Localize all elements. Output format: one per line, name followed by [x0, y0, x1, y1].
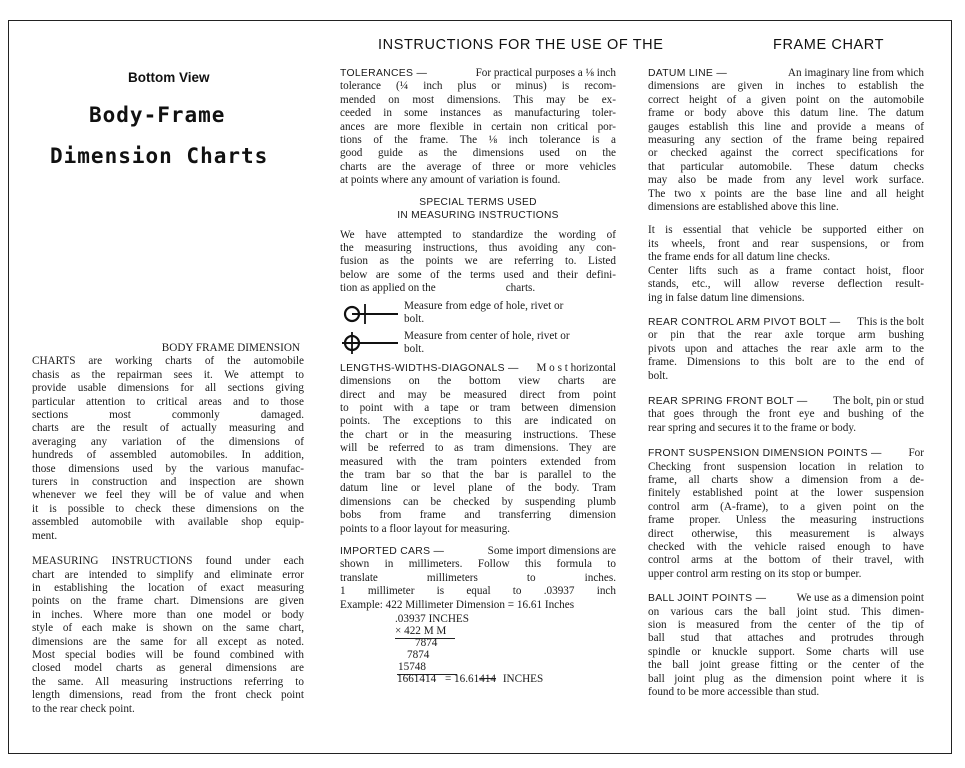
special-line-2: IN MEASURING INSTRUCTIONS — [397, 209, 559, 221]
text-line — [340, 282, 616, 295]
text-line: in establishing the location of exact measuring — [32, 581, 304, 594]
text-line: Example: 422 Millimeter Dimension = 16.61 Inches — [340, 598, 575, 611]
calc-line-3: 7874 — [415, 637, 438, 649]
calc-line-4: 7874 — [407, 649, 430, 661]
text-line: the same. All measuring instructions referring to — [32, 675, 304, 688]
text-line: fusion as the points we are referring to. Listed — [340, 255, 616, 268]
text-line: found to be more accessible than stud. — [648, 686, 820, 699]
text-line: will be referred to as tram dimensions. They are — [340, 442, 616, 455]
text-line: good guide as the dimensions used on the — [340, 147, 616, 160]
text-line: It is essential that vehicle be supported either on — [648, 224, 924, 237]
rear-spring-front-bolt-section — [648, 395, 924, 435]
section-heading: LENGTHS-WIDTHS-DIAGONALS — — [340, 362, 519, 374]
text-line: that goes through the front eye and bushing of the — [648, 408, 924, 421]
text-line: the frame ends for all datum line checks. — [648, 251, 831, 264]
edge-def-line-1: Measure from edge of hole, rivet or — [404, 299, 564, 312]
text-line: chart are intended to simplify and eliminate error — [32, 568, 304, 581]
section-first-line — [648, 395, 924, 408]
text-line: those dimensions used by the various manufac- — [32, 462, 304, 475]
text-line: whenever we feel they will be of value and when — [32, 489, 304, 502]
text-line: direct otherwise, this measurement is always — [648, 527, 924, 540]
text-line: chasis as the repairman sees it. We attempt to — [32, 368, 304, 381]
text-line: For practical purposes a ⅛ inch — [475, 67, 616, 79]
section-heading: IMPORTED CARS — — [340, 545, 445, 557]
section-first-line — [340, 362, 616, 375]
tolerances-section — [340, 67, 616, 188]
text-line: Checking front suspension location in relation to — [648, 460, 924, 473]
text-line: frame or body above this datum line. The datum — [648, 107, 924, 120]
section-first-line — [648, 316, 924, 329]
text-line: it is possible to check these dimensions on the — [32, 502, 304, 515]
text-line: bolt. — [648, 369, 669, 382]
text-line: An imaginary line from which — [787, 67, 924, 79]
text-line: frame, all charts show a dimension from a de- — [648, 473, 924, 486]
center-measure-symbol-icon — [340, 330, 400, 356]
text-line: finitely established point at the lower suspension — [648, 487, 924, 500]
text-line: checked with the vehicle raised enough to have — [648, 541, 924, 553]
text-line: dimensions are established above this line. — [648, 201, 839, 214]
text-line: the measuring instructions, thus avoiding any con- — [340, 242, 616, 255]
text-line: or pin that the rear axle torque arm bushing — [648, 329, 924, 342]
text-line: charts are the average of three or more vehicles — [340, 160, 616, 173]
text-line: shown in millimeters. Follow this formula to — [340, 558, 616, 571]
text-line: CHARTS are working charts of the automobile — [32, 355, 304, 368]
text-line: This is the bolt — [857, 315, 924, 328]
rear-control-arm-section — [648, 316, 924, 383]
text-line: mended on most dimensions. This may be ex- — [340, 93, 616, 106]
datum-line-section — [648, 67, 924, 214]
bottom-view-label: Bottom View — [128, 70, 210, 85]
text-line: stands, etc., will allow reverse deflection result- — [648, 278, 924, 291]
text-line: control arm (A-frame), to a given point on the — [648, 500, 924, 513]
special-terms-heading — [340, 196, 616, 222]
text-line: The two x points are the base line and all height — [648, 187, 924, 200]
text-line: ball joint plug as the dimension point where it is — [648, 672, 924, 685]
text-line: gauges establish this line and provide a means of — [648, 120, 924, 133]
text-line: averaging any variation of the dimensions of — [32, 435, 304, 448]
text-line: on various cars the ball joint stud. This dimen- — [648, 605, 924, 618]
text-line: sion is measured from the center of the tip of — [648, 619, 924, 632]
text-line: ing in false datum line dimensions. — [648, 291, 805, 304]
text-line: dimensions are the same for all except as noted. — [32, 635, 304, 648]
text-line: ball stud that attaches and protrudes through — [648, 632, 924, 645]
text-line: MEASURING INSTRUCTIONS found under each — [32, 555, 304, 568]
section-heading: FRONT SUSPENSION DIMENSION POINTS — — [648, 448, 882, 460]
text-line: charts are the result of actually measuring and — [32, 422, 304, 435]
text-line: rear spring and secures it to the frame or body. — [648, 421, 857, 434]
text-line: The bolt, pin or stud — [832, 394, 924, 407]
text-line: or checked against the correct specifications for — [648, 147, 924, 160]
text-line: points to a floor layout for measuring. — [340, 522, 510, 535]
conversion-calculation — [340, 613, 616, 685]
calc-line-5: 15748 — [398, 661, 426, 673]
text-line: upper control arm resting on its stop or bumper. — [648, 567, 862, 580]
text-line: datum line or level plane of the body. Tram — [340, 482, 616, 495]
text-line: translate millimeters to inches. — [340, 571, 616, 584]
text-line: pivots upon and attaches the rear axle arm to the — [648, 342, 924, 355]
text-line: points on the frame chart. Dimensions are given — [32, 595, 304, 608]
text-line: turers in construction and inspection are shown — [32, 476, 304, 489]
text-line: to the rear check point. — [32, 702, 135, 715]
multiply-sign-icon: × — [395, 625, 402, 637]
left-body-text — [32, 342, 304, 716]
text-line: the ball joint grease fitting or the center of the — [648, 659, 924, 672]
section-heading: TOLERANCES — — [340, 68, 428, 79]
imported-cars-section — [340, 545, 616, 612]
para2 — [32, 555, 304, 716]
text-line: the tram bar so that the bar is parallel to the — [340, 468, 616, 481]
center-def-line-1: Measure from center of hole, rivet or — [404, 329, 570, 342]
header-title-part1: INSTRUCTIONS FOR THE USE OF THE — [378, 37, 664, 53]
text-line: frame proper. Unless the measuring instructions — [648, 514, 924, 527]
title-line-2: Dimension Charts — [50, 144, 269, 168]
text-line: hundreds of assembled automobiles. In addition, — [32, 449, 304, 462]
text-line: bobs from frame and transferring dimension — [340, 509, 616, 522]
section-heading: REAR CONTROL ARM PIVOT BOLT — — [648, 316, 841, 328]
text-line: below are some of the terms used and their defini- — [340, 268, 616, 281]
calc-line-1: .03937 INCHES — [395, 613, 469, 625]
text-line: length dimensions, read from the front check point — [32, 689, 304, 702]
center-def-line-2: bolt. — [404, 343, 425, 356]
calc-result: 1661414 = 16.61414 INCHES — [397, 673, 544, 685]
ball-joint-points-section — [648, 592, 924, 699]
text-line: tions of the frame. The ⅛ inch tolerance is a — [340, 134, 616, 147]
text-line: M o s t horizontal — [536, 361, 616, 374]
text-line: points. The exceptions to this are indicated on — [340, 415, 616, 428]
text-line: Most special bodies will be found combined with — [32, 648, 304, 661]
section-heading: REAR SPRING FRONT BOLT — — [648, 395, 808, 407]
text-line: measured with the tram pointers extended from — [340, 455, 616, 468]
text-line: assembled automobile with available shop equip- — [32, 516, 304, 529]
text-line: control arms at the bottom of their travel, with — [648, 554, 924, 567]
attempt-paragraph — [340, 229, 616, 296]
text-line: the chart or in the measuring instructions. These — [340, 428, 616, 441]
text-line: dimensions on the bottom view charts are — [340, 375, 616, 388]
section-heading: DATUM LINE — — [648, 68, 728, 79]
section-first-line — [648, 67, 924, 80]
text-line: that particular automobile. These datum checks — [648, 160, 924, 173]
text-line: correct height of a given point on the automobile — [648, 93, 924, 106]
para1 — [32, 355, 304, 543]
text-line: dimensions can be checked by suspending plumb — [340, 495, 616, 508]
section-first-line — [648, 447, 924, 460]
section-first-line — [340, 67, 616, 80]
text-line: tion as applied on the — [340, 282, 436, 295]
calc-line-2: × 422 M M — [395, 625, 447, 637]
text-line: closed model charts as general dimensions are — [32, 662, 304, 675]
symbol-definitions — [340, 300, 616, 362]
header-title-part2: FRAME CHART — [773, 37, 885, 53]
text-line: tolerance (¼ inch plus or minus) is recom- — [340, 80, 616, 93]
title-line-1: Body-Frame — [89, 103, 226, 127]
section-first-line — [340, 545, 616, 558]
text-line: ances are more flexible in certain non critical por- — [340, 120, 616, 133]
text-line: spindle or knuckle support. Some charts will use — [648, 645, 924, 658]
text-line: ceeded in some instances as manufacturing toler- — [340, 107, 616, 120]
text-line: Some import dimensions are — [487, 544, 616, 557]
text-line: may also be made from any level work surface. — [648, 174, 924, 187]
text-line: style of each make is shown on the same chart, — [32, 622, 304, 635]
section-first-line — [648, 592, 924, 605]
middle-column — [340, 67, 616, 685]
section-heading: BALL JOINT POINTS — — [648, 593, 767, 605]
text-line: We use as a dimension point — [796, 592, 924, 605]
text-line: its wheels, front and rear suspensions, or from — [648, 237, 924, 250]
text-line: We have attempted to standardize the wording of — [340, 228, 616, 241]
text-line: measuring any section of the frame being repaired — [648, 134, 924, 147]
text-line: dimensions are given in inches to establish the — [648, 80, 924, 93]
text-line: provide usable dimensions for all sections giving — [32, 382, 304, 395]
text-line: For — [908, 447, 924, 460]
edge-def-line-2: bolt. — [404, 313, 425, 326]
text-line: particular attention to critical areas and to those — [32, 395, 304, 408]
text-line: at points where any amount of variation is found. — [340, 174, 561, 187]
text-line: direct and may be measured direct from point — [340, 388, 616, 401]
edge-measure-symbol-icon — [340, 302, 400, 326]
text-line: sections most commonly damaged. — [32, 409, 304, 422]
lengths-widths-diagonals-section — [340, 362, 616, 536]
right-column — [648, 67, 924, 699]
text-line: Center lifts such as a frame contact hoist, floor — [648, 264, 924, 277]
text-line: in inches. Where more than one model or body — [32, 608, 304, 621]
special-line-1: SPECIAL TERMS USED — [419, 196, 537, 208]
text-line: to point with a tape or tram between dimension — [340, 401, 616, 414]
text-line: ment. — [32, 529, 58, 542]
para1-first-line: BODY FRAME DIMENSION — [161, 342, 300, 354]
text-line: 1 millimeter is equal to .03937 inch — [340, 585, 616, 598]
front-suspension-section — [648, 447, 924, 581]
text-line: charts. — [505, 282, 536, 295]
text-line: frame. Dimensions to this bolt are to the end of — [648, 356, 924, 369]
essential-paragraph — [648, 224, 924, 304]
